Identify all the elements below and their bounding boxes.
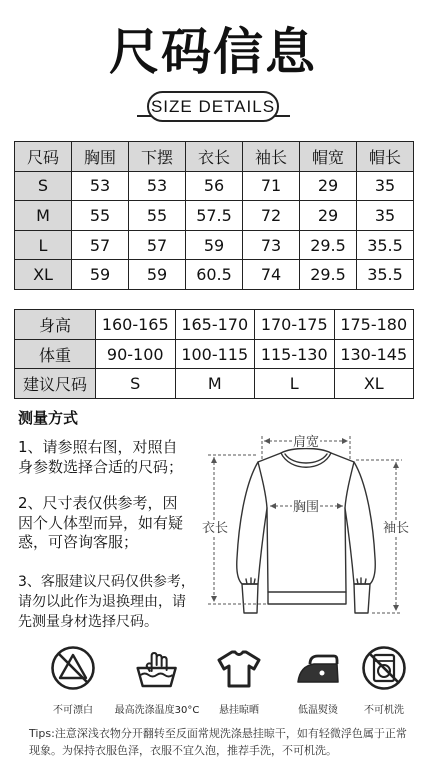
care-item-hang-dry: [215, 644, 263, 717]
row-label-cell: 体重: [15, 339, 96, 369]
size-label-cell: L: [15, 230, 72, 260]
care-tips: [29, 725, 407, 759]
header-cell-hood-length: 帽长: [357, 142, 414, 172]
instruction-item: [18, 494, 183, 553]
care-item-no-machine-wash: [360, 644, 408, 717]
hood-length-cell: 35: [357, 201, 414, 231]
header-cell-length: 衣长: [186, 142, 243, 172]
care-item-low-temp-iron: [294, 644, 342, 717]
tips-line: Tips:注意深浅衣物分开翻转至反面常规洗涤悬挂晾干，如有轻微浮色属于正常: [29, 727, 407, 740]
length-cell: 56: [186, 171, 243, 201]
height-range-cell: 170-175: [255, 310, 335, 340]
care-label: 最高洗涤温度30°C: [114, 705, 200, 716]
hood-length-cell: 35: [357, 171, 414, 201]
no-machine-wash-icon: [360, 644, 408, 692]
care-item-hand-wash: [115, 644, 200, 717]
care-item-no-bleach: [49, 644, 97, 717]
recommended-size-cell: XL: [334, 369, 414, 399]
header-cell-sleeve: 袖长: [243, 142, 300, 172]
recommended-size-cell: M: [175, 369, 255, 399]
hood-width-cell: 29: [300, 171, 357, 201]
chest-label: 胸围: [292, 500, 320, 515]
chest-cell: 57: [72, 230, 129, 260]
hood-width-cell: 29.5: [300, 260, 357, 290]
sleeve-cell: 71: [243, 171, 300, 201]
hand-wash-icon: [133, 644, 181, 692]
header-cell-hem: 下摆: [129, 142, 186, 172]
size-table: [14, 141, 414, 290]
size-label-cell: S: [15, 171, 72, 201]
sleeve-cell: 73: [243, 230, 300, 260]
recommended-size-cell: S: [96, 369, 176, 399]
instruction-line: 1、请参照右图，对照自: [18, 438, 178, 456]
instruction-line: 惑，可咨询客服；: [18, 533, 139, 551]
hang-dry-icon: [215, 644, 263, 692]
size-row-xl: [15, 260, 414, 290]
care-label: 悬挂晾晒: [219, 705, 259, 716]
hem-cell: 57: [129, 230, 186, 260]
hem-cell: 59: [129, 260, 186, 290]
subtitle-badge: [137, 91, 290, 122]
care-label: 不可漂白: [53, 705, 93, 716]
recommended-size-cell: L: [255, 369, 335, 399]
instruction-line: 先测量身材选择尺码。: [18, 614, 158, 630]
length-cell: 57.5: [186, 201, 243, 231]
instruction-line: 因个人体型而异，如有疑: [18, 513, 184, 532]
height-range-cell: 175-180: [334, 310, 414, 340]
sleeve-cell: 74: [243, 260, 300, 290]
size-label-cell: M: [15, 201, 72, 231]
height-row: [15, 310, 414, 340]
weight-range-cell: 100-115: [175, 339, 255, 369]
shoulder-width-label: 肩宽: [292, 435, 320, 450]
size-label-cell: XL: [15, 260, 72, 290]
subtitle-text: SIZE DETAILS: [147, 91, 279, 122]
hood-length-cell: 35.5: [357, 230, 414, 260]
body-length-label: 衣长: [201, 521, 229, 536]
hem-cell: 55: [129, 201, 186, 231]
header-cell-chest: 胸围: [72, 142, 129, 172]
weight-row: [15, 339, 414, 369]
tips-line: 现象。为保持衣服色泽，衣服不宜久泡，推荐手洗，不可机洗。: [29, 744, 337, 757]
weight-range-cell: 130-145: [334, 339, 414, 369]
size-row-l: [15, 230, 414, 260]
sweatshirt-outline: [237, 449, 376, 614]
size-row-s: [15, 171, 414, 201]
hood-width-cell: 29.5: [300, 230, 357, 260]
header-cell-hood-width: 帽宽: [300, 142, 357, 172]
sleeve-cell: 72: [243, 201, 300, 231]
garment-diagram: [196, 428, 414, 622]
size-table-header-row: [15, 142, 414, 172]
sleeve-length-label: 袖长: [382, 521, 410, 536]
hem-cell: 53: [129, 171, 186, 201]
height-range-cell: 160-165: [96, 310, 176, 340]
header-cell-size: 尺码: [15, 142, 72, 172]
size-row-m: [15, 201, 414, 231]
recommended-size-row: [15, 369, 414, 399]
care-label: 低温熨烫: [298, 705, 338, 716]
size-recommendation-table: [14, 309, 414, 399]
instruction-item: [18, 438, 183, 477]
chest-cell: 55: [72, 201, 129, 231]
low-temp-iron-icon: [294, 644, 342, 692]
weight-range-cell: 115-130: [255, 339, 335, 369]
page-title: 尺码信息: [109, 23, 317, 81]
height-range-cell: 165-170: [175, 310, 255, 340]
chest-cell: 59: [72, 260, 129, 290]
hood-width-cell: 29: [300, 201, 357, 231]
measure-heading: 测量方式: [18, 409, 79, 427]
chest-cell: 53: [72, 171, 129, 201]
row-label-cell: 身高: [15, 310, 96, 340]
instruction-line: 2、尺寸表仅供参考，因: [18, 494, 178, 512]
instruction-line: 身参数选择合适的尺码；: [18, 457, 184, 476]
row-label-cell: 建议尺码: [15, 369, 96, 399]
care-label: 不可机洗: [364, 705, 404, 716]
length-cell: 60.5: [186, 260, 243, 290]
hood-length-cell: 35.5: [357, 260, 414, 290]
instruction-line: 3、客服建议尺码仅供参考，: [18, 574, 195, 590]
instruction-item: [18, 572, 195, 632]
length-cell: 59: [186, 230, 243, 260]
instruction-line: 请勿以此作为退换理由，请: [18, 594, 186, 610]
no-bleach-icon: [49, 644, 97, 692]
weight-range-cell: 90-100: [96, 339, 176, 369]
